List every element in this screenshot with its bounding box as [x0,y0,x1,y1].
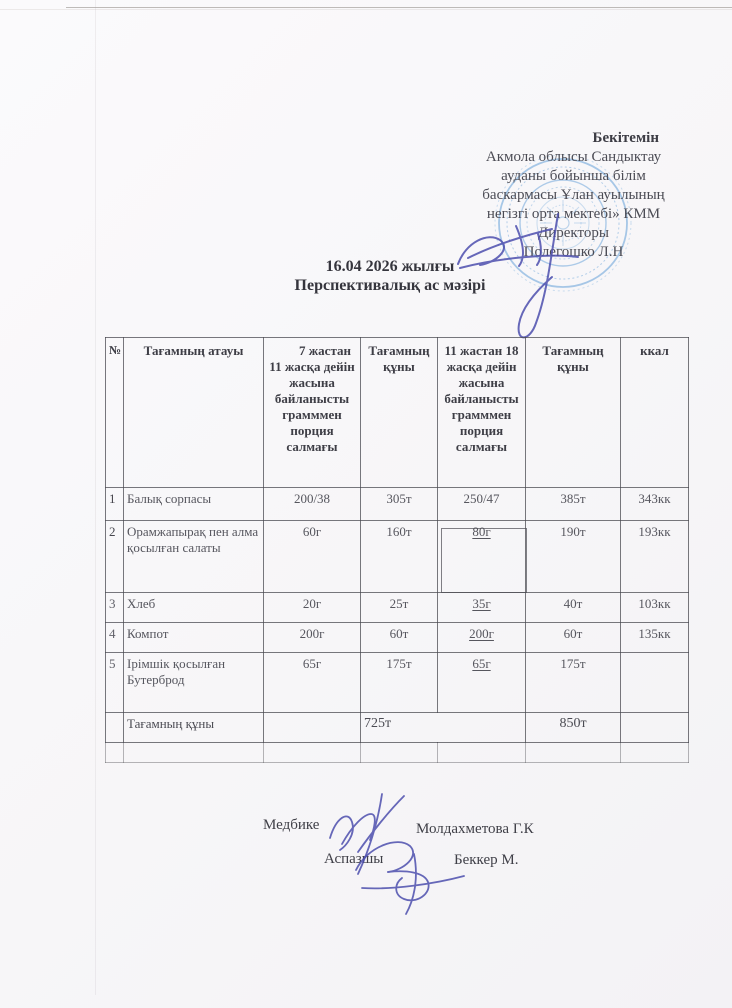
price-7-11: 25т [361,593,438,623]
kcal-value [621,653,689,713]
price-11-18: 60т [526,623,621,653]
header-age-11-18: 11 жастан 18 жасқа дейін жасына байланысты грамммен порция салмағы [438,338,526,488]
menu-table [105,337,689,763]
page-title [105,257,675,295]
doc-title-line2: Перспективалық ас мәзірі [294,277,486,294]
price-7-11: 60т [361,623,438,653]
portion-7-11: 200/38 [264,488,361,521]
dish-name: Ірімшік қосылған Бутерброд [124,653,264,713]
signer-name-moldakhmetova: Молдахметова Г.К [416,821,534,837]
dish-name: Компот [124,623,264,653]
portion-11-18: 35г [472,596,491,611]
dish-name: Хлеб [124,593,264,623]
empty-cell [526,743,621,763]
table-row [106,623,689,653]
header-price-2: Тағамның құны [526,338,621,488]
portion-7-11: 65г [264,653,361,713]
portion-11-18: 80г [472,524,491,539]
dish-name: Балық сорпасы [124,488,264,521]
scan-edge-line [66,7,732,8]
row-number: 1 [106,488,124,521]
empty-cell [621,713,689,743]
empty-cell [621,743,689,763]
portion-7-11: 20г [264,593,361,623]
kcal-value: 343кк [621,488,689,521]
approval-line: ауданы бойынша білім [501,168,646,184]
aspazshy-signature [342,828,472,918]
table-row [106,593,689,623]
approval-line: Акмола облысы Сандыктау [485,149,662,165]
paper-fold-line [95,0,96,995]
table-row [106,653,689,713]
total-price-11-18: 850т [526,713,621,743]
row-number: 3 [106,593,124,623]
doc-title-line1: 16.04 2026 жылғы [325,258,455,275]
empty-cell [264,743,361,763]
portion-7-11: 60г [264,521,361,593]
approval-block [452,129,695,262]
approval-title: Бекітемін [592,130,659,146]
price-11-18: 175т [526,653,621,713]
header-price-1: Тағамның құны [361,338,438,488]
kcal-value: 135кк [621,623,689,653]
price-11-18: 40т [526,593,621,623]
table-row [106,488,689,521]
price-7-11: 305т [361,488,438,521]
medbike-signature [318,786,428,886]
price-11-18: 190т [526,521,621,593]
price-11-18: 385т [526,488,621,521]
table-row [106,521,689,593]
empty-cell [361,743,438,763]
approval-line: Директоры [538,225,609,241]
empty-cell [264,713,361,743]
empty-cell [124,743,264,763]
approval-line: Полегошко Л.Н [523,244,624,260]
empty-cell [106,713,124,743]
approval-line: баскармасы Ұлан ауылының [482,187,665,203]
header-no: № [106,338,124,488]
total-price-7-11: 725т [361,713,526,743]
portion-11-18: 65г [472,656,491,671]
scan-edge-line-2 [0,9,732,10]
price-7-11: 175т [361,653,438,713]
kcal-value: 193кк [621,521,689,593]
table-empty-row [106,743,689,763]
price-7-11: 160т [361,521,438,593]
dish-name: Орамжапырақ пен алма қосылған салаты [124,521,264,593]
total-label: Тағамның құны [124,713,264,743]
table-total-row [106,713,689,743]
role-label-aspazshy: Аспазшы [324,851,384,867]
portion-7-11: 200г [264,623,361,653]
row-number: 2 [106,521,124,593]
header-kcal: ккал [621,338,689,488]
signer-name-bekker: Беккер М. [454,852,519,868]
row-number: 4 [106,623,124,653]
header-age-7-11: 7 жастан 11 жасқа дейін жасына байланысты грамммен порция салмағы [264,338,361,488]
row-number: 5 [106,653,124,713]
header-dish-name: Тағамның атауы [124,338,264,488]
approval-line: негізгі орта мектебі» КММ [486,206,661,222]
table-header-row [106,338,689,488]
portion-11-18: 250/47 [438,488,526,521]
kcal-value: 103кк [621,593,689,623]
portion-11-18: 200г [469,626,494,641]
role-label-medbike: Медбике [263,817,320,833]
empty-cell [106,743,124,763]
empty-cell [438,743,526,763]
